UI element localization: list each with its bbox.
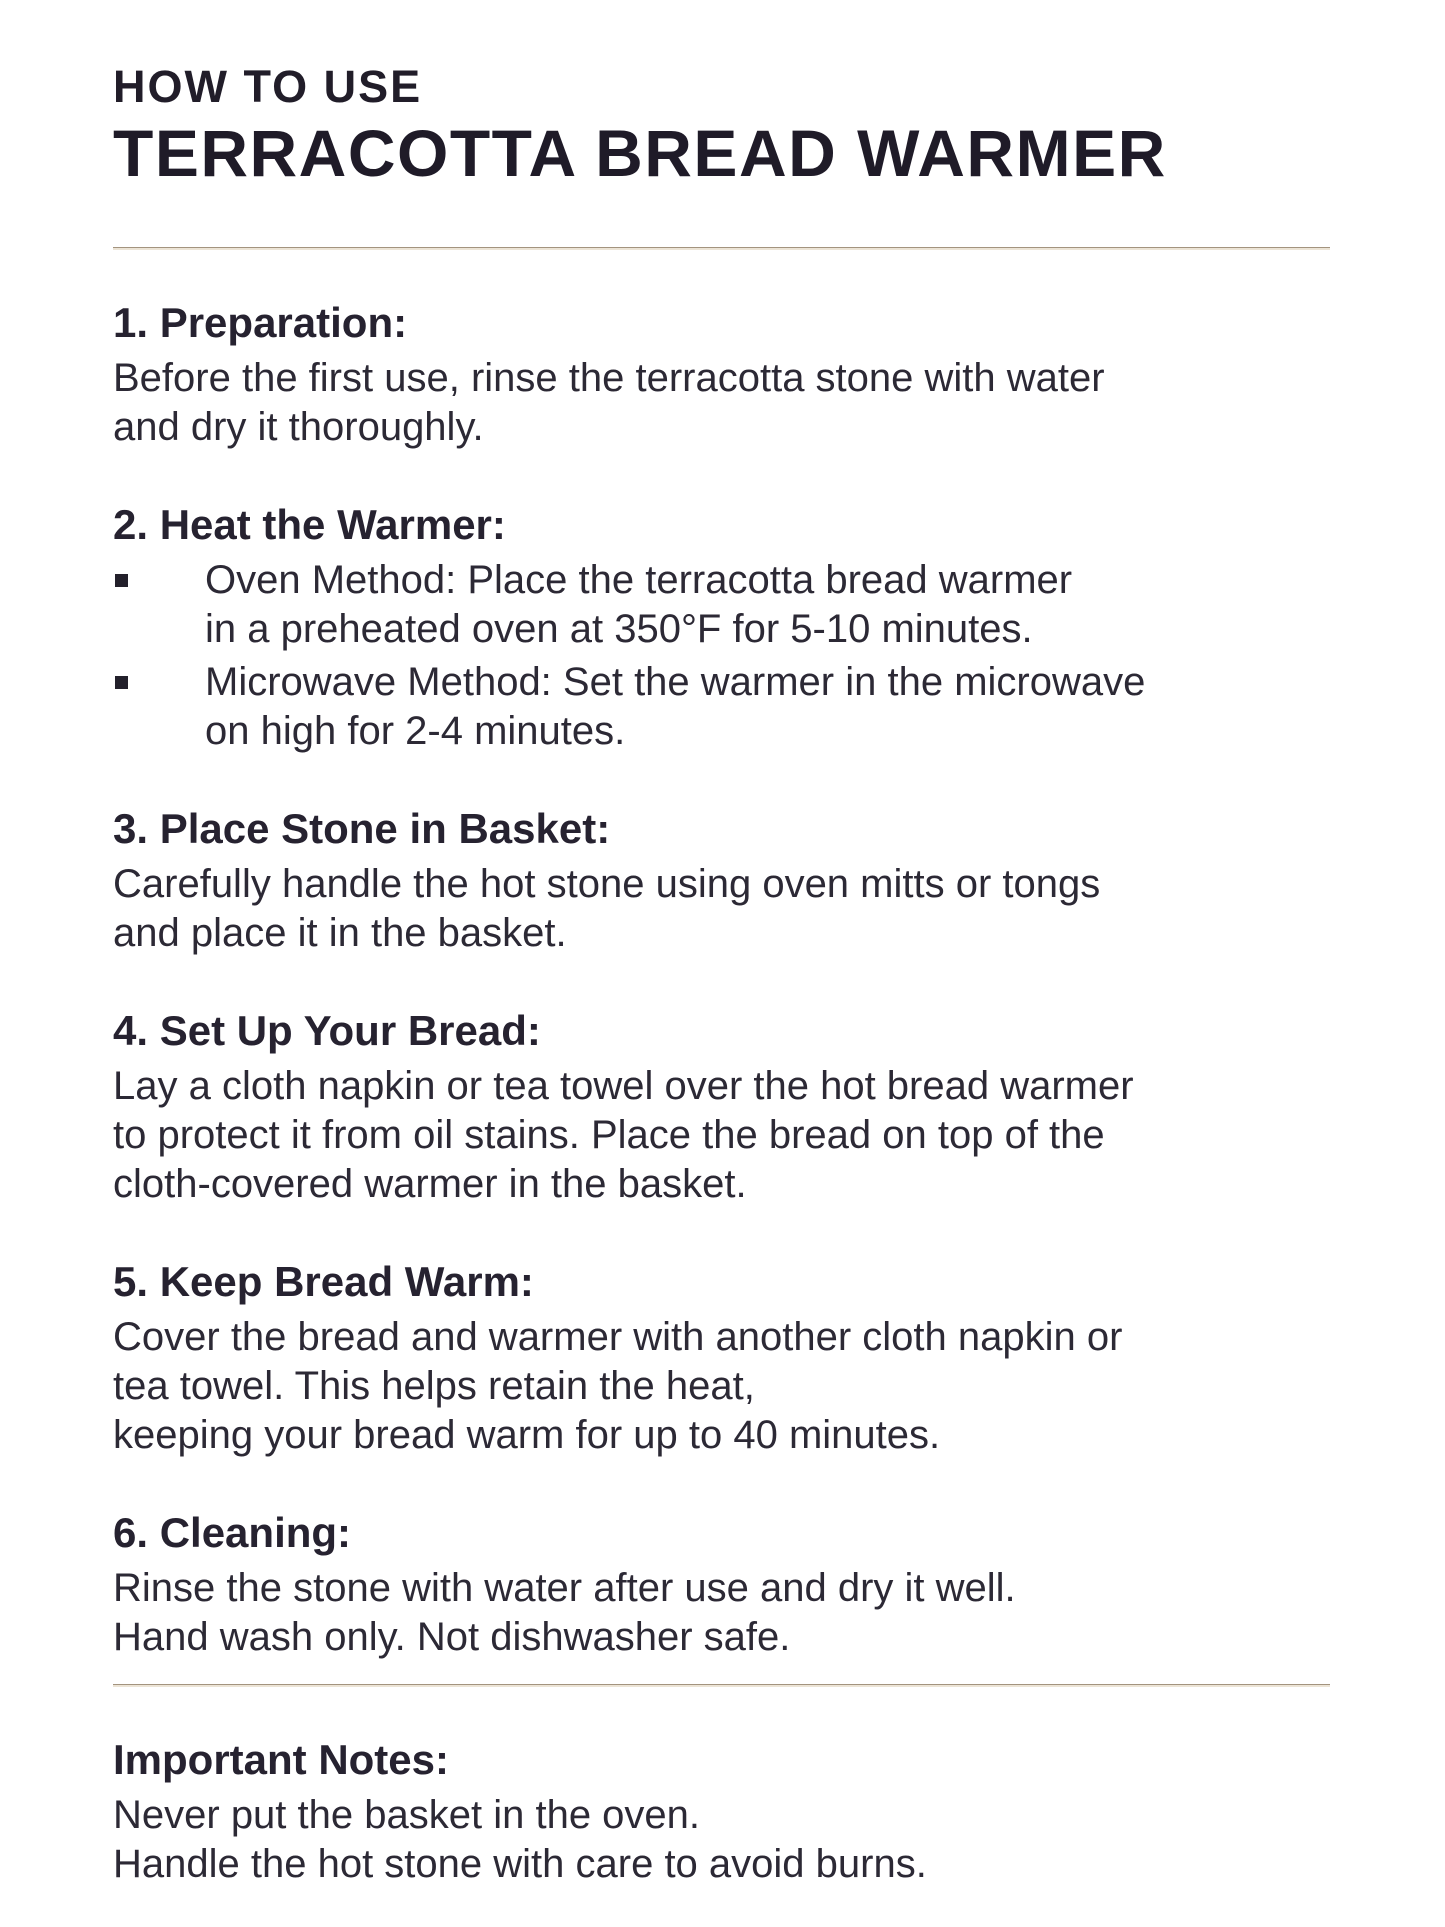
section-important-notes bbox=[113, 1733, 1330, 1889]
text-line: and dry it thoroughly. bbox=[113, 405, 484, 449]
text-line: tea towel. This helps retain the heat, bbox=[113, 1364, 755, 1408]
section-heading: 6. Cleaning: bbox=[113, 1509, 352, 1556]
section-heading: 3. Place Stone in Basket: bbox=[113, 805, 611, 852]
section-heading: Important Notes: bbox=[113, 1736, 449, 1783]
text-line: Rinse the stone with water after use and dry it well. bbox=[113, 1566, 1016, 1610]
list-item-microwave-method bbox=[113, 658, 1330, 756]
top-divider bbox=[113, 247, 1330, 250]
section-heat-the-warmer bbox=[113, 498, 1330, 756]
section-heading: 4. Set Up Your Bread: bbox=[113, 1007, 541, 1054]
text-line: to protect it from oil stains. Place the bread on top of the bbox=[113, 1113, 1105, 1157]
section-heading: 2. Heat the Warmer: bbox=[113, 501, 506, 548]
text-line: Handle the hot stone with care to avoid burns. bbox=[113, 1842, 927, 1886]
text-line: Cover the bread and warmer with another cloth napkin or bbox=[113, 1315, 1123, 1359]
section-preparation bbox=[113, 296, 1330, 452]
text-line: Lay a cloth napkin or tea towel over the hot bread warmer bbox=[113, 1064, 1134, 1108]
bullet-square-icon bbox=[115, 574, 128, 587]
bullet-square-icon bbox=[115, 676, 128, 689]
section-set-up-your-bread bbox=[113, 1004, 1330, 1209]
text-line: and place it in the basket. bbox=[113, 911, 567, 955]
page-title: TERRACOTTA BREAD WARMER bbox=[113, 116, 1167, 190]
section-keep-bread-warm bbox=[113, 1255, 1330, 1460]
section-place-stone-in-basket bbox=[113, 802, 1330, 958]
section-heading: 5. Keep Bread Warm: bbox=[113, 1258, 534, 1305]
text-line: Never put the basket in the oven. bbox=[113, 1793, 701, 1837]
section-cleaning bbox=[113, 1506, 1330, 1662]
text-line: Microwave Method: Set the warmer in the microwave bbox=[205, 660, 1146, 704]
text-line: keeping your bread warm for up to 40 minutes. bbox=[113, 1413, 941, 1457]
text-line: Carefully handle the hot stone using oven mitts or tongs bbox=[113, 862, 1101, 906]
text-line: Before the first use, rinse the terracotta stone with water bbox=[113, 356, 1105, 400]
text-line: Hand wash only. Not dishwasher safe. bbox=[113, 1615, 791, 1659]
document-header bbox=[113, 62, 1330, 192]
text-line: on high for 2-4 minutes. bbox=[205, 709, 626, 753]
text-line: cloth-covered warmer in the basket. bbox=[113, 1162, 747, 1206]
section-heading: 1. Preparation: bbox=[113, 299, 408, 346]
text-line: Oven Method: Place the terracotta bread warmer bbox=[205, 558, 1073, 602]
list-item-oven-method bbox=[113, 556, 1330, 654]
text-line: in a preheated oven at 350°F for 5-10 minutes. bbox=[205, 607, 1033, 651]
kicker: HOW TO USE bbox=[113, 61, 423, 112]
bottom-divider bbox=[113, 1684, 1330, 1687]
